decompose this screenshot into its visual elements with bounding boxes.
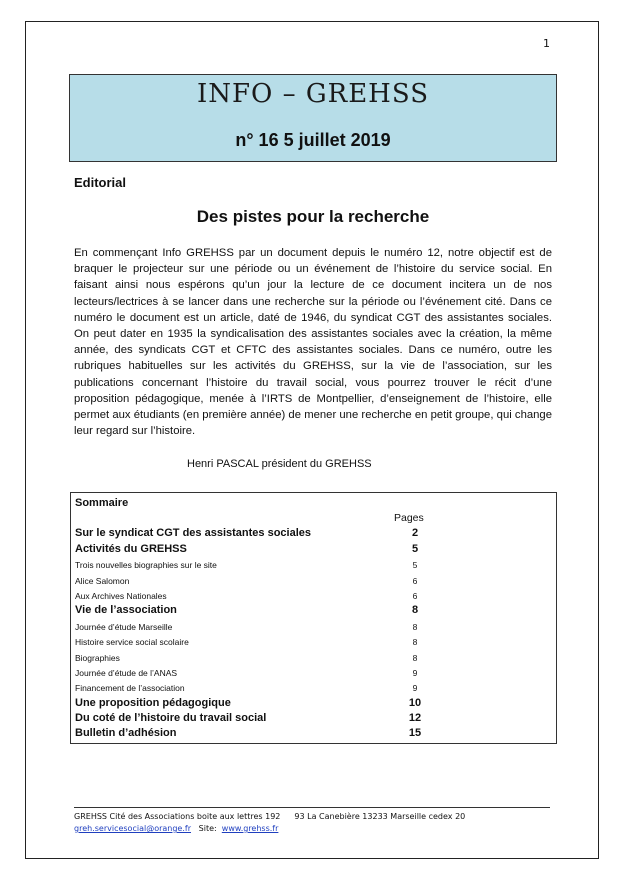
section-label-editorial: Editorial [74, 175, 127, 190]
toc-entry-page: 2 [411, 527, 419, 540]
toc-list [75, 526, 552, 741]
toc-entry-page: 8 [412, 637, 418, 648]
table-of-contents [70, 492, 557, 744]
toc-entry [75, 726, 552, 741]
toc-entry-page: 15 [408, 727, 422, 740]
toc-entry-label: Une proposition pédagogique [75, 696, 231, 709]
toc-entry-page: 8 [412, 652, 418, 663]
toc-entry-page: 8 [411, 604, 419, 617]
toc-entry [75, 618, 552, 633]
toc-entry-page: 9 [412, 667, 418, 678]
toc-entry-label: Biographies [75, 652, 120, 663]
toc-entry-label: Bulletin d’adhésion [75, 727, 177, 740]
newsletter-header [69, 74, 557, 162]
toc-entry-page: 12 [408, 712, 422, 725]
issue-number-date: n° 16 5 juillet 2019 [235, 130, 391, 150]
newsletter-title: INFO – GREHSS [196, 79, 430, 109]
toc-entry-label: Vie de l’association [75, 604, 177, 617]
toc-entry-label: Journée d’étude Marseille [75, 621, 173, 632]
toc-entry [75, 526, 552, 541]
toc-entry-page: 8 [412, 621, 418, 632]
toc-entry-page: 9 [412, 683, 418, 694]
toc-entry-label: Alice Salomon [75, 575, 130, 586]
toc-entry-page: 5 [412, 560, 418, 571]
toc-entry-label: Du coté de l’histoire du travail social [75, 712, 267, 725]
editorial-body: En commençant Info GREHSS par un document depuis le numéro 12, notre objectif est de braquer le projecteur sur une période ou un événement de l’histoire du service social. En faisant ainsi nous espérons qu’un jour la lecture de ce document incitera un de nos lecteurs/lectrices à se lancer dans une recherche sur la période ou l’événement cité. Dans ce numéro le document est un article, daté de 1946, du syndicat CGT des assistantes sociales. On peut dater en 1935 la syndicalisation des assistantes sociales avec la création, la même année, des syndicats CGT et CFTC des assistantes sociales. Dans ce numéro, outre les rubriques habituelles sur les activités du GREHSS, sur la vie de l’association, sur les publications concernant l’histoire du travail social, vous pourrez trouver le récit d’une proposition pédagogique, menée à l’IRTS de Montpellier, d’enseignement de l’histoire, elle permet aux étudiants (en première année) de mener une recherche en petit groupe, qui change leur regard sur l’histoire. [74, 247, 552, 438]
toc-entry-label: Aux Archives Nationales [75, 590, 167, 601]
toc-entry [75, 634, 552, 649]
toc-entry-label: Journée d’étude de l’ANAS [75, 667, 178, 678]
toc-entry-label: Trois nouvelles biographies sur le site [75, 560, 217, 571]
toc-entry [75, 572, 552, 587]
toc-entry [75, 588, 552, 603]
toc-entry-label: Financement de l’association [75, 683, 185, 694]
footer-address-line [74, 812, 465, 821]
toc-entry [75, 541, 552, 556]
toc-entry-label: Histoire service social scolaire [75, 637, 189, 648]
toc-entry-label: Sur le syndicat CGT des assistantes sociales [75, 527, 311, 540]
toc-entry [75, 557, 552, 572]
page-number: 1 [543, 37, 550, 50]
editorial-signature: Henri PASCAL président du GREHSS [187, 458, 372, 470]
toc-entry-page: 10 [408, 696, 422, 709]
toc-pages-header: Pages [394, 512, 424, 524]
toc-entry [75, 665, 552, 680]
footer-address: 93 La Canebière 13233 Marseille cedex 20 [294, 812, 466, 821]
toc-entry [75, 603, 552, 618]
toc-title: Sommaire [75, 497, 129, 509]
footer-contact-line [74, 824, 278, 833]
toc-entry [75, 680, 552, 695]
toc-entry-label: Activités du GREHSS [75, 542, 187, 555]
footer-email-link[interactable]: greh.servicesocial@orange.fr [74, 824, 191, 833]
footer-site-label: Site: [198, 824, 217, 833]
toc-entry-page: 6 [412, 590, 418, 601]
toc-entry [75, 695, 552, 710]
editorial-headline: Des pistes pour la recherche [196, 207, 430, 226]
toc-entry-page: 5 [411, 542, 419, 555]
toc-entry [75, 711, 552, 726]
footer-site-link[interactable]: www.grehss.fr [221, 824, 279, 833]
toc-entry-page: 6 [412, 575, 418, 586]
toc-entry [75, 649, 552, 664]
footer-divider [74, 807, 550, 808]
footer-org: GREHSS Cité des Associations boite aux lettres 192 [74, 812, 281, 821]
